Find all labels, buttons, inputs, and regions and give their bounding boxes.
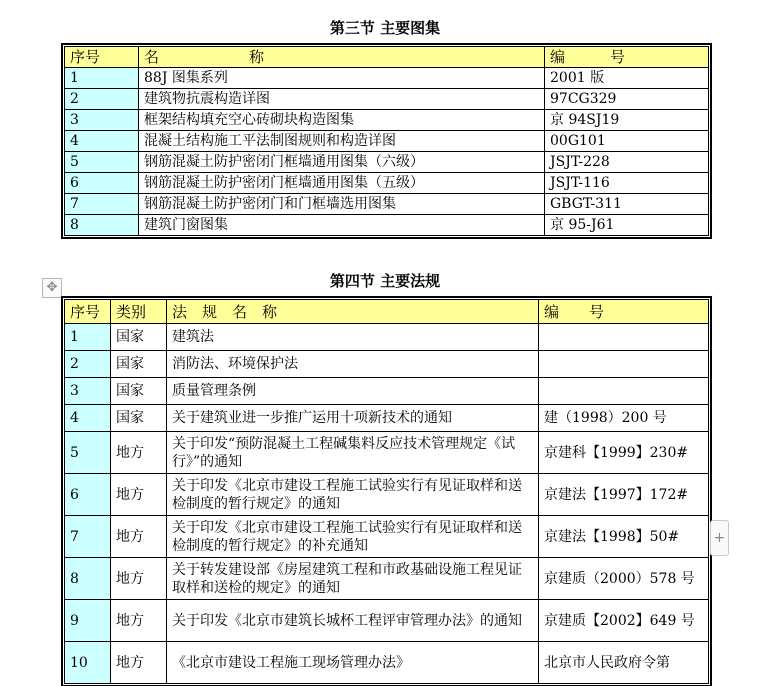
table-cell: 9 bbox=[65, 600, 111, 642]
table-cell: 京 95-J61 bbox=[545, 215, 709, 236]
table-row bbox=[65, 152, 709, 173]
table-cell: 地方 bbox=[111, 432, 167, 474]
table-row bbox=[65, 173, 709, 194]
regulations-table bbox=[64, 299, 709, 684]
table-cell: 地方 bbox=[111, 558, 167, 600]
table-cell: 97CG329 bbox=[545, 89, 709, 110]
table-cell: 京建质（2000）578 号 bbox=[539, 558, 709, 600]
table-row bbox=[65, 474, 709, 516]
table-cell: 1 bbox=[65, 68, 139, 89]
table-cell: 京建法【1997】172# bbox=[539, 474, 709, 516]
table-cell: 6 bbox=[65, 474, 111, 516]
table-cell: 8 bbox=[65, 215, 139, 236]
column-header: 编 号 bbox=[539, 300, 709, 324]
table-cell: 4 bbox=[65, 131, 139, 152]
header-row bbox=[65, 47, 709, 68]
table-cell: 地方 bbox=[111, 642, 167, 684]
table-cell: 5 bbox=[65, 432, 111, 474]
table-cell: JSJT-228 bbox=[545, 152, 709, 173]
table-cell: 钢筋混凝土防护密闭门框墙通用图集（六级） bbox=[139, 152, 545, 173]
table-cell bbox=[539, 351, 709, 378]
table-cell: 88J 图集系列 bbox=[139, 68, 545, 89]
table-cell: 北京市人民政府令第 bbox=[539, 642, 709, 684]
table-cell: 3 bbox=[65, 110, 139, 131]
table-cell: 10 bbox=[65, 642, 111, 684]
table-row bbox=[65, 194, 709, 215]
table-cell: 国家 bbox=[111, 405, 167, 432]
table-cell: 京建科【1999】230# bbox=[539, 432, 709, 474]
table-row bbox=[65, 405, 709, 432]
table-row bbox=[65, 215, 709, 236]
table-row bbox=[65, 68, 709, 89]
table-cell: 地方 bbox=[111, 600, 167, 642]
table-cell: 《北京市建设工程施工现场管理办法》 bbox=[167, 642, 539, 684]
table-cell: 混凝土结构施工平法制图规则和构造详图 bbox=[139, 131, 545, 152]
table-row bbox=[65, 432, 709, 474]
table-cell bbox=[539, 324, 709, 351]
table-cell: 7 bbox=[65, 516, 111, 558]
table-cell: GBGT-311 bbox=[545, 194, 709, 215]
table-cell: 京建质【2002】649 号 bbox=[539, 600, 709, 642]
table-cell: 关于印发“预防混凝土工程碱集料反应技术管理规定《试行》”的通知 bbox=[167, 432, 539, 474]
table-cell: JSJT-116 bbox=[545, 173, 709, 194]
table-cell: 2 bbox=[65, 351, 111, 378]
table-cell: 5 bbox=[65, 152, 139, 173]
table-cell: 国家 bbox=[111, 351, 167, 378]
table-row bbox=[65, 642, 709, 684]
table-cell: 关于印发《北京市建设工程施工试验实行有见证取样和送检制度的暂行规定》的通知 bbox=[167, 474, 539, 516]
table-cell: 关于印发《北京市建设工程施工试验实行有见证取样和送检制度的暂行规定》的补充通知 bbox=[167, 516, 539, 558]
table-row bbox=[65, 351, 709, 378]
section-4-title: 第四节 主要法规 bbox=[329, 272, 441, 290]
table-cell: 关于转发建设部《房屋建筑工程和市政基础设施工程见证取样和送检的规定》的通知 bbox=[167, 558, 539, 600]
table-cell: 建筑物抗震构造详图 bbox=[139, 89, 545, 110]
table-cell: 建筑法 bbox=[167, 324, 539, 351]
table-cell: 3 bbox=[65, 378, 111, 405]
table-cell: 建（1998）200 号 bbox=[539, 405, 709, 432]
table-cell: 2 bbox=[65, 89, 139, 110]
table-cell: 钢筋混凝土防护密闭门框墙通用图集（五级） bbox=[139, 173, 545, 194]
table-cell: 消防法、环境保护法 bbox=[167, 351, 539, 378]
table-cell: 京 94SJ19 bbox=[545, 110, 709, 131]
table-cell: 关于建筑业进一步推广运用十项新技术的通知 bbox=[167, 405, 539, 432]
table-cell: 7 bbox=[65, 194, 139, 215]
add-row-button[interactable]: + bbox=[710, 520, 729, 556]
table-cell: 建筑门窗图集 bbox=[139, 215, 545, 236]
table-cell: 00G101 bbox=[545, 131, 709, 152]
table-cell: 钢筋混凝土防护密闭门和门框墙选用图集 bbox=[139, 194, 545, 215]
table-cell: 地方 bbox=[111, 516, 167, 558]
table-cell: 关于印发《北京市建筑长城杯工程评审管理办法》的通知 bbox=[167, 600, 539, 642]
table-cell: 国家 bbox=[111, 324, 167, 351]
table-row bbox=[65, 89, 709, 110]
table-row bbox=[65, 131, 709, 152]
table-cell: 8 bbox=[65, 558, 111, 600]
table-cell: 6 bbox=[65, 173, 139, 194]
column-header: 法 规 名 称 bbox=[167, 300, 539, 324]
column-header: 序号 bbox=[65, 300, 111, 324]
atlas-table bbox=[64, 46, 709, 236]
header-row bbox=[65, 300, 709, 324]
column-header: 名 称 bbox=[139, 47, 545, 68]
table-cell bbox=[539, 378, 709, 405]
table-row bbox=[65, 558, 709, 600]
table-cell: 4 bbox=[65, 405, 111, 432]
section-3-title: 第三节 主要图集 bbox=[329, 19, 441, 37]
table-cell: 框架结构填充空心砖砌块构造图集 bbox=[139, 110, 545, 131]
column-header: 序号 bbox=[65, 47, 139, 68]
table-row bbox=[65, 110, 709, 131]
table-row bbox=[65, 324, 709, 351]
table-cell: 2001 版 bbox=[545, 68, 709, 89]
table-cell: 京建法【1998】50# bbox=[539, 516, 709, 558]
column-header: 类别 bbox=[111, 300, 167, 324]
table-cell: 国家 bbox=[111, 378, 167, 405]
table-cell: 质量管理条例 bbox=[167, 378, 539, 405]
table-row bbox=[65, 378, 709, 405]
table-cell: 1 bbox=[65, 324, 111, 351]
column-header: 编 号 bbox=[545, 47, 709, 68]
table-move-handle-icon[interactable]: ✥ bbox=[42, 278, 62, 298]
table-row bbox=[65, 516, 709, 558]
table-row bbox=[65, 600, 709, 642]
table-cell: 地方 bbox=[111, 474, 167, 516]
